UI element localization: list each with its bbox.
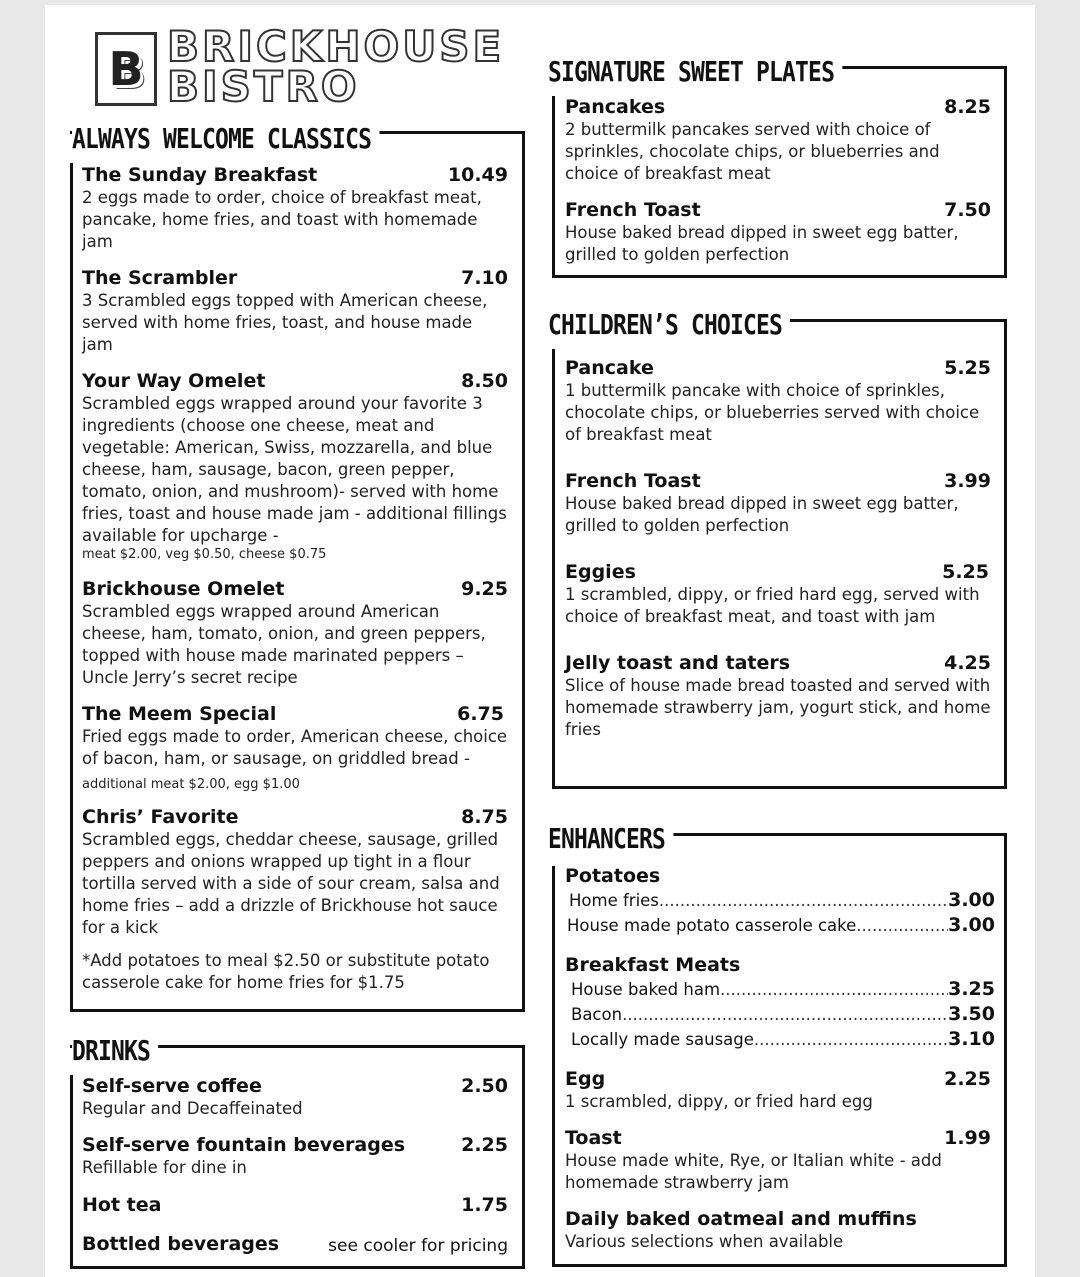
menu-item: Pancake 5.25 1 buttermilk pancake with choice of sprinkles, chocolate chips, or blueberries served with choice of breakfast meat: [565, 357, 991, 444]
section-title-classics: ALWAYS WELCOME CLASSICS: [72, 122, 379, 155]
classics-footnote: *Add potatoes to meal $2.50 or substitute potato casserole cake for home fries for $1.75: [82, 951, 490, 992]
menu-item: Chris’ Favorite 8.75 Scrambled eggs, cheddar cheese, sausage, grilled peppers and onions wrapped up tight in a flour tortilla served with a side of sour cream, salsa and home fries – add a drizzle of Brickhouse hot sauce for a kick: [82, 806, 508, 937]
menu-item: The Meem Special 6.75 Fried eggs made to order, American cheese, choice of bacon, ham, or sausage, on griddled bread - additional meat $2.00, egg $1.00: [82, 703, 508, 792]
menu-item: French Toast 7.50 House baked bread dipped in sweet egg batter, grilled to golden perfection: [565, 199, 991, 264]
section-title-children: CHILDREN’S CHOICES: [548, 308, 790, 341]
price-line: Home fries ..... 3.00: [565, 888, 995, 913]
enhancer-egg: Egg 2.25 1 scrambled, dippy, or fried hard egg: [565, 1068, 991, 1111]
menu-item: The Sunday Breakfast 10.49 2 eggs made to order, choice of breakfast meat, pancake, home fries, and toast with homemade jam: [82, 164, 508, 251]
enhancer-daily: Daily baked oatmeal and muffins Various selections when available: [565, 1208, 917, 1251]
menu-item: Your Way Omelet 8.50 Scrambled eggs wrapped around your favorite 3 ingredients (choose one cheese, meat and vegetable: American, Swiss, mozzarella, and blue cheese, ham, sausage, bacon, green pepper, tomato, onion, and mushroom)- served with home fries, toast and house made jam - additional fillings available for upcharge - meat $2.00, veg $0.50, cheese $0.75: [82, 370, 508, 562]
drink-item: Self-serve fountain beverages 2.25 Refillable for dine in: [82, 1134, 508, 1177]
menu-item: Eggies 5.25 1 scrambled, dippy, or fried hard egg, served with choice of breakfast meat, and toast with jam: [565, 561, 989, 626]
logo-text: BRICKHOUSE BISTRO: [167, 22, 505, 111]
price-line: Bacon ..... 3.50: [565, 1002, 995, 1027]
section-title-sweet: SIGNATURE SWEET PLATES: [548, 55, 842, 88]
drink-item: Hot tea 1.75: [82, 1194, 508, 1216]
enhancer-group-potatoes: Potatoes Home fries ..... 3.00 House made potato casserole cake ..... 3.00: [565, 865, 995, 938]
menu-item: The Scrambler 7.10 3 Scrambled eggs topped with American cheese, served with home fries, toast, and house made jam: [82, 267, 508, 354]
menu-item: Brickhouse Omelet 9.25 Scrambled eggs wrapped around American cheese, ham, tomato, onion, and green peppers, topped with house made marinated peppers – Uncle Jerry’s secret recipe: [82, 578, 508, 687]
menu-item: French Toast 3.99 House baked bread dipped in sweet egg batter, grilled to golden perfection: [565, 470, 991, 535]
menu-item: Pancakes 8.25 2 buttermilk pancakes served with choice of sprinkles, chocolate chips, or blueberries and choice of breakfast meat: [565, 96, 991, 183]
price-line: Locally made sausage ..... 3.10: [565, 1027, 995, 1052]
section-title-enhancers: ENHANCERS: [548, 822, 673, 855]
price-line: House made potato casserole cake ..... 3.00: [565, 913, 995, 938]
menu-item: Jelly toast and taters 4.25 Slice of house made bread toasted and served with homemade strawberry jam, yogurt stick, and home fries: [565, 652, 991, 739]
drink-item: Self-serve coffee 2.50 Regular and Decaffeinated: [82, 1075, 508, 1118]
enhancer-toast: Toast 1.99 House made white, Rye, or Italian white - add homemade strawberry jam: [565, 1127, 991, 1192]
enhancer-group-meats: Breakfast Meats House baked ham ..... 3.25 Bacon ..... 3.50 Locally made sausage ..... 3.10: [565, 954, 995, 1052]
price-line: House baked ham ..... 3.25: [565, 977, 995, 1002]
section-title-drinks: DRINKS: [72, 1034, 158, 1067]
logo-mark: B: [95, 32, 157, 106]
drink-item: Bottled beverages see cooler for pricing: [82, 1233, 508, 1256]
